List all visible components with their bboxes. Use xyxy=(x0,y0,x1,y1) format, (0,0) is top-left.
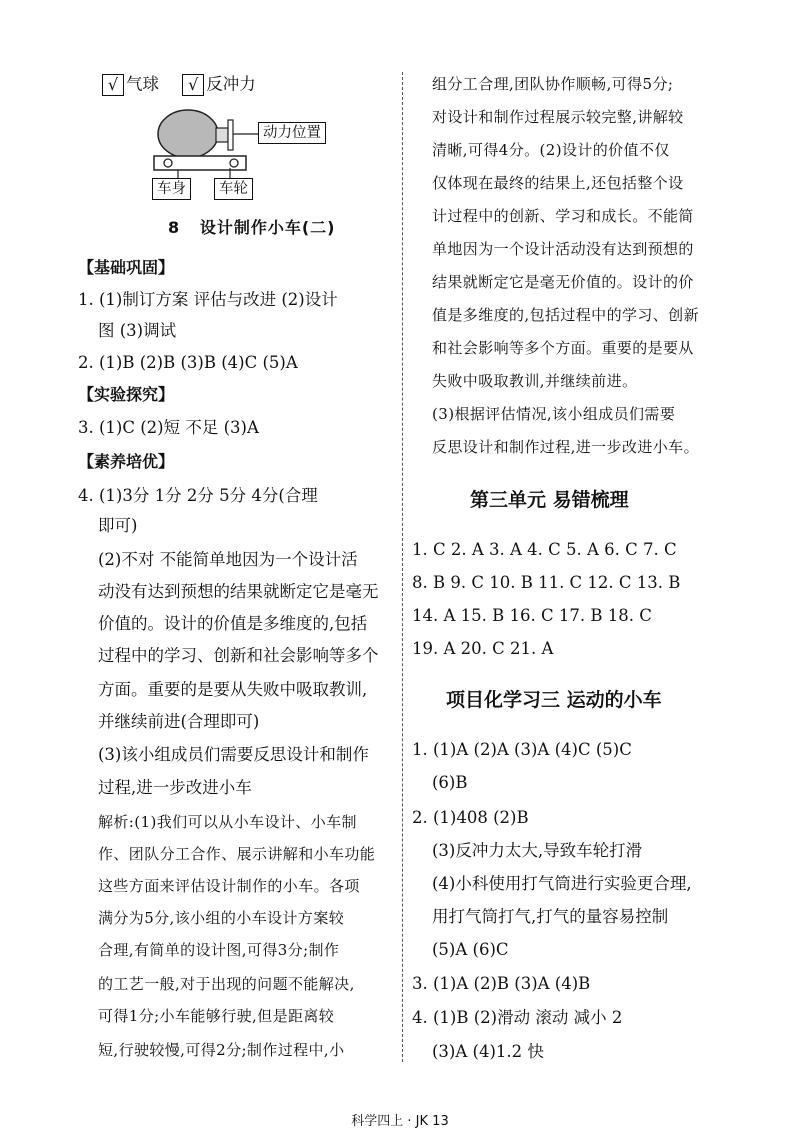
section-basic: 【基础巩固】 xyxy=(78,258,175,277)
wheel-left xyxy=(164,159,172,167)
lesson-title xyxy=(168,218,336,238)
explanation-line: 单地因为一个设计活动没有达到预想的 xyxy=(432,240,694,258)
explanation-line: 可得1分;小车能够行驶,但是距离较 xyxy=(98,1007,335,1025)
label-car-body: 车身 xyxy=(152,178,191,200)
answer-line: 8. B 9. C 10. B 11. C 12. C 13. B xyxy=(412,573,681,592)
explanation-line: 短,行驶较慢,可得2分;制作过程中,小 xyxy=(98,1041,345,1059)
answer-line: 即可) xyxy=(98,516,138,535)
answer-line: 1. C 2. A 3. A 4. C 5. A 6. C 7. C xyxy=(412,540,677,559)
check-box-1: √ xyxy=(102,74,124,96)
answer-line: 过程中的学习、创新和社会影响等多个 xyxy=(98,646,379,665)
unit3-title: 第三单元 易错梳理 xyxy=(470,489,629,511)
explanation-line: 作、团队分工合作、展示讲解和小车功能 xyxy=(98,845,376,863)
answer-line: 1. (1)制订方案 评估与改进 (2)设计 xyxy=(78,290,338,309)
answer-line: 价值的。设计的价值是多维度的,包括 xyxy=(98,614,368,633)
answer-line: 动没有达到预想的结果就断定它是毫无 xyxy=(98,582,379,601)
answer-line: (3)该小组成员们需要反思设计和制作 xyxy=(98,745,369,764)
balloon-shape xyxy=(158,110,218,158)
answer-line: 方面。重要的是要从失败中吸取教训, xyxy=(98,680,368,699)
answer-line: (4)小科使用打气筒进行实验更合理, xyxy=(432,874,692,893)
explanation-line: 对设计和制作过程展示较完整,讲解较 xyxy=(432,108,684,126)
option-recoil: 反冲力 xyxy=(206,74,256,94)
answer-line: 4. (1)3分 1分 2分 5分 4分(合理 xyxy=(78,486,318,505)
explanation-line: 反思设计和制作过程,进一步改进小车。 xyxy=(432,438,699,456)
explanation-line: 计过程中的创新、学习和成长。不能简 xyxy=(432,207,694,225)
answer-line: 2. (1)B (2)B (3)B (4)C (5)A xyxy=(78,353,298,372)
lesson-title-text: 设计制作小车(二) xyxy=(199,218,336,237)
answer-line: (3)A (4)1.2 快 xyxy=(432,1042,544,1061)
wheel-right xyxy=(230,159,238,167)
check-box-2: √ xyxy=(182,74,204,96)
explanation-line: 合理,有简单的设计图,可得3分;制作 xyxy=(98,941,340,959)
explanation-line: 值是多维度的,包括过程中的学习、创新 xyxy=(432,306,699,324)
explanation-line: (3)根据评估情况,该小组成员们需要 xyxy=(432,405,676,423)
answer-line: 14. A 15. B 16. C 17. B 18. C xyxy=(412,606,652,625)
explanation-line: 满分为5分,该小组的小车设计方案较 xyxy=(98,909,345,927)
section-literacy: 【素养培优】 xyxy=(78,452,175,471)
explanation-line: 清晰,可得4分。(2)设计的价值不仅 xyxy=(432,141,670,159)
explanation-line: 和社会影响等多个方面。重要的是要从 xyxy=(432,339,694,357)
answer-line: 1. (1)A (2)A (3)A (4)C (5)C xyxy=(412,740,632,759)
answer-line: (6)B xyxy=(432,773,468,792)
answer-line: 2. (1)408 (2)B xyxy=(412,808,529,827)
page-footer: 科学四上 · JK 13 xyxy=(351,1114,449,1129)
answer-line: 3. (1)A (2)B (3)A (4)B xyxy=(412,974,591,993)
answer-line: (5)A (6)C xyxy=(432,940,509,959)
column-divider xyxy=(402,72,403,1062)
section-experiment: 【实验探究】 xyxy=(78,385,175,404)
car-diagram xyxy=(150,104,400,204)
explanation-line: 的工艺一般,对于出现的问题不能解决, xyxy=(98,975,355,993)
explanation-line: 结果就断定它是毫无价值的。设计的价 xyxy=(432,273,694,291)
nozzle-shape xyxy=(216,128,228,142)
answer-line: 图 (3)调试 xyxy=(98,321,177,340)
answer-line: 3. (1)C (2)短 不足 (3)A xyxy=(78,418,259,437)
option-row xyxy=(102,74,256,96)
answer-line: 用打气筒打气,打气的量容易控制 xyxy=(432,907,669,926)
answer-line: (2)不对 不能简单地因为一个设计活 xyxy=(98,550,358,569)
explanation-line: 失败中吸取教训,并继续前进。 xyxy=(432,372,638,390)
label-wheel: 车轮 xyxy=(214,178,253,200)
answer-line: 过程,进一步改进小车 xyxy=(98,778,252,797)
answer-line: (3)反冲力太大,导致车轮打滑 xyxy=(432,841,643,860)
answer-line: 4. (1)B (2)滑动 滚动 减小 2 xyxy=(412,1008,623,1027)
label-power-position: 动力位置 xyxy=(258,122,326,144)
answer-line: 19. A 20. C 21. A xyxy=(412,639,554,658)
project3-title: 项目化学习三 运动的小车 xyxy=(446,689,662,711)
explanation-line: 组分工合理,团队协作顺畅,可得5分; xyxy=(432,75,674,93)
explanation-line: 仅体现在最终的结果上,还包括整个设 xyxy=(432,174,684,192)
explanation-line: 解析:(1)我们可以从小车设计、小车制 xyxy=(98,813,357,831)
option-balloon: 气球 xyxy=(126,74,159,94)
answer-line: 并继续前进(合理即可) xyxy=(98,712,260,731)
mount-shape xyxy=(228,120,233,150)
lesson-number: 8 xyxy=(168,218,181,237)
explanation-line: 这些方面来评估设计制作的小车。各项 xyxy=(98,877,360,895)
